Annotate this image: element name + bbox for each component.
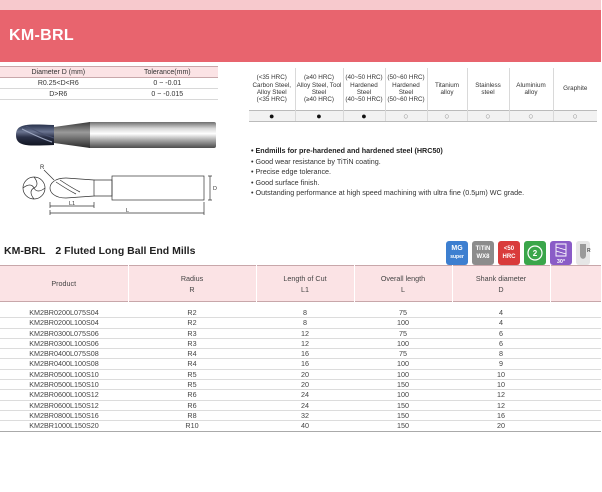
product-code-cell: KM2BR0300L075S06 (0, 328, 128, 338)
material-hardened-50-60: (50~60 HRC) Hardened Steel (50~60 HRC) (385, 68, 427, 110)
radius-label: R (587, 248, 591, 254)
material-carbon-steel: (<35 HRC) Carbon Steel, Alloy Steel (<35 HRC) (249, 68, 295, 110)
product-table (0, 265, 602, 432)
overall-length-cell: 150 (354, 421, 452, 431)
drawing-label-l1: L1 (69, 201, 76, 207)
suitability-dot: ● (343, 110, 385, 121)
radius-cell: R6 (128, 390, 256, 400)
radius-cell: R2 (128, 308, 256, 318)
product-code-cell: KM2BR0400L075S08 (0, 349, 128, 359)
endmill-photo (2, 112, 222, 158)
radius-cell: R5 (128, 380, 256, 390)
shank-diameter-cell: 6 (452, 328, 550, 338)
table-row (0, 410, 601, 420)
table-row (0, 390, 601, 400)
page-title: KM-BRL (9, 27, 74, 44)
suitability-dot: ○ (553, 110, 597, 121)
column-header-extra (550, 266, 601, 302)
helix-icon (550, 241, 572, 265)
feature-lead: • Endmills for pre-hardened and hardened steel (HRC50) (251, 146, 443, 155)
overall-length-cell: 100 (354, 338, 452, 348)
length-of-cut-cell: 16 (256, 349, 354, 359)
overall-length-cell: 75 (354, 349, 452, 359)
overall-length-cell: 150 (354, 400, 452, 410)
length-of-cut-cell: 20 (256, 369, 354, 379)
product-code-cell: KM2BR0200L075S04 (0, 308, 128, 318)
table-row (0, 308, 601, 318)
table-row (0, 349, 601, 359)
helix-angle: 30° (556, 259, 566, 265)
material-table (249, 68, 597, 122)
flutes-count: 2 (532, 249, 538, 258)
length-of-cut-cell: 12 (256, 338, 354, 348)
radius-cell: R4 (128, 349, 256, 359)
product-code-cell: KM2BR0400L100S08 (0, 359, 128, 369)
shank-diameter-cell: 10 (452, 369, 550, 379)
helix-angle-badge (550, 241, 572, 265)
endmill-drawing (14, 160, 224, 216)
page-header (0, 0, 601, 62)
extra-cell (550, 410, 601, 420)
product-code-cell: KM2BR0600L100S12 (0, 390, 128, 400)
material-hardened-40-50: (40~50 HRC) Hardened Steel (40~50 HRC) (343, 68, 385, 110)
suitability-dot: ○ (509, 110, 553, 121)
extra-cell (550, 349, 601, 359)
suitability-dot: ○ (467, 110, 509, 121)
shank-diameter-cell: 9 (452, 359, 550, 369)
product-code-cell: KM2BR0300L100S06 (0, 338, 128, 348)
extra-cell (550, 308, 601, 318)
tolerance-header-diameter: Diameter D (mm) (0, 67, 117, 78)
overall-length-cell: 150 (354, 410, 452, 420)
radius-cell: R4 (128, 359, 256, 369)
length-of-cut-cell: 8 (256, 308, 354, 318)
shank-diameter-cell: 20 (452, 421, 550, 431)
list-item: • Outstanding performance at high speed machining with ultra fine (0.5μm) WC grade. (251, 188, 525, 197)
overall-length-cell: 75 (354, 308, 452, 318)
overall-length-cell: 150 (354, 380, 452, 390)
mg-super-badge: MG super (446, 241, 468, 265)
table-row (0, 359, 601, 369)
length-of-cut-cell: 8 (256, 318, 354, 328)
radius-cell: R2 (128, 318, 256, 328)
column-header-radius: Radius R (128, 266, 256, 302)
tolerance-header-tolerance: Tolerance(mm) (117, 67, 218, 78)
overall-length-cell: 75 (354, 328, 452, 338)
table-row (0, 338, 601, 348)
shank-diameter-cell: 6 (452, 338, 550, 348)
flutes-icon (524, 241, 546, 265)
extra-cell (550, 318, 601, 328)
length-of-cut-cell: 40 (256, 421, 354, 431)
overall-length-cell: 100 (354, 369, 452, 379)
radius-cell: R5 (128, 369, 256, 379)
extra-cell (550, 369, 601, 379)
length-of-cut-cell: 20 (256, 380, 354, 390)
shank-diameter-cell: 8 (452, 349, 550, 359)
product-code-cell: KM2BR1000L150S20 (0, 421, 128, 431)
hrc-badge: <50 HRC (498, 241, 520, 265)
shank-diameter-cell: 4 (452, 308, 550, 318)
radius-cell: R3 (128, 328, 256, 338)
tolerance-cell: R0.25<D<R6 (0, 78, 117, 89)
shank-diameter-cell: 12 (452, 390, 550, 400)
suitability-dot: ○ (385, 110, 427, 121)
shank-diameter-cell: 12 (452, 400, 550, 410)
table-row (0, 400, 601, 410)
radius-cell: R3 (128, 338, 256, 348)
product-code-cell: KM2BR0800L150S16 (0, 410, 128, 420)
overall-length-cell: 100 (354, 390, 452, 400)
length-of-cut-cell: 24 (256, 390, 354, 400)
table-row (0, 89, 218, 100)
table-row (0, 380, 601, 390)
product-code-cell: KM2BR0500L100S10 (0, 369, 128, 379)
length-of-cut-cell: 16 (256, 359, 354, 369)
extra-cell (550, 338, 601, 348)
material-tool-steel: (≥40 HRC) Alloy Steel, Tool Steel (≥40 HRC) (295, 68, 343, 110)
product-line-code: KM-BRL (4, 245, 46, 257)
length-of-cut-cell: 24 (256, 400, 354, 410)
material-aluminium: Aluminium alloy (509, 68, 553, 110)
extra-cell (550, 421, 601, 431)
flutes-badge (524, 241, 546, 265)
radius-cell: R10 (128, 421, 256, 431)
overall-length-cell: 100 (354, 359, 452, 369)
material-graphite: Graphite (553, 68, 597, 110)
list-item: • Precise edge tolerance. (251, 167, 332, 176)
extra-cell (550, 380, 601, 390)
tolerance-cell: D>R6 (0, 89, 117, 100)
length-of-cut-cell: 32 (256, 410, 354, 420)
titin-coating-badge: TiTiN WX8 (472, 241, 494, 265)
extra-cell (550, 390, 601, 400)
ball-end-icon (576, 241, 590, 265)
material-titanium: Titanium alloy (427, 68, 467, 110)
tolerance-table (0, 66, 218, 100)
radius-badge (576, 241, 590, 265)
shank-diameter-cell: 16 (452, 410, 550, 420)
drawing-label-d: D (213, 186, 217, 192)
drawing-label-l: L (126, 208, 130, 214)
overall-length-cell: 100 (354, 318, 452, 328)
extra-cell (550, 400, 601, 410)
table-row (0, 78, 218, 89)
table-row (0, 369, 601, 379)
product-code-cell: KM2BR0500L150S10 (0, 380, 128, 390)
table-row (0, 421, 601, 431)
tolerance-cell: 0 ~ -0.015 (117, 89, 218, 100)
column-header-product: Product (0, 266, 128, 302)
length-of-cut-cell: 12 (256, 328, 354, 338)
product-code-cell: KM2BR0200L100S04 (0, 318, 128, 328)
product-line-name: 2 Fluted Long Ball End Mills (55, 245, 196, 257)
column-header-length-of-cut: Length of Cut L1 (256, 266, 354, 302)
suitability-dot: ● (295, 110, 343, 121)
tolerance-cell: 0 ~ -0.01 (117, 78, 218, 89)
list-item: • Good wear resistance by TiTiN coating. (251, 156, 381, 166)
table-row (0, 328, 601, 338)
column-header-overall-length: Overall length L (354, 266, 452, 302)
suitability-dot: ○ (427, 110, 467, 121)
product-line-title (4, 245, 195, 257)
table-row (0, 318, 601, 328)
shank-diameter-cell: 10 (452, 380, 550, 390)
material-stainless: Stainless steel (467, 68, 509, 110)
extra-cell (550, 328, 601, 338)
suitability-dot: ● (249, 110, 295, 121)
radius-cell: R6 (128, 400, 256, 410)
header-band (0, 0, 601, 10)
column-header-shank-diameter: Shank diameter D (452, 266, 550, 302)
drawing-label-r: R (40, 165, 45, 171)
list-item: • Good surface finish. (251, 177, 320, 187)
extra-cell (550, 359, 601, 369)
feature-list (251, 146, 596, 199)
radius-cell: R8 (128, 410, 256, 420)
product-code-cell: KM2BR0600L150S12 (0, 400, 128, 410)
shank-diameter-cell: 4 (452, 318, 550, 328)
